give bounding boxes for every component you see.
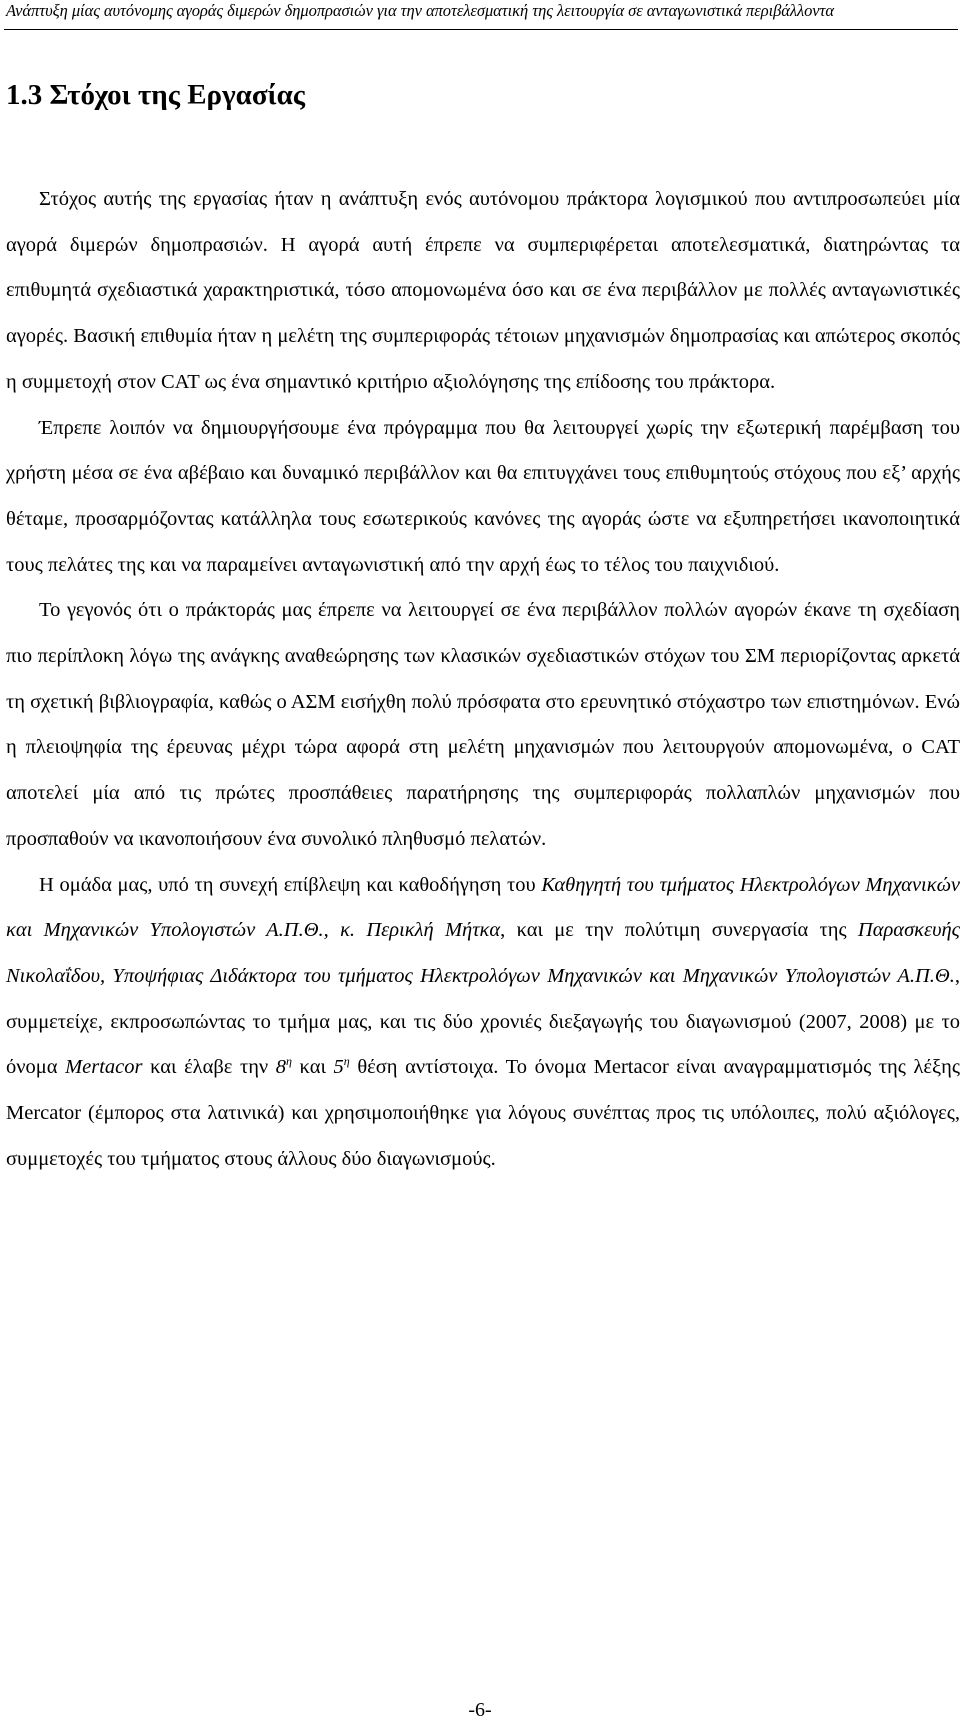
paragraph-4-text: , και με την πολύτιμη συνεργασία της bbox=[500, 919, 858, 942]
rank-2007: 8 bbox=[275, 1056, 287, 1079]
paragraph-3: Το γεγονός ότι ο πράκτοράς μας έπρεπε να λειτουργεί σε ένα περιβάλλον πολλών αγορών έκανε τη σχεδίαση πιο περίπλοκη λόγω της ανάγκης αναθεώρησης των κλασικών σχεδιαστικών στόχων του ΣΜ περιορίζοντας αρκετά τη σχετική βιβλιογραφία, καθώς ο ΑΣΜ εισήχθη πολύ πρόσφατα στο ερευνητικό στόχαστρο των επιστημόνων. Ενώ η πλειοψηφία της έρευνας μέχρι τώρα αφορά στη μελέτη μηχανισμών που λειτουργούν απομονωμένα, ο CAT αποτελεί μία από τις πρώτες προσπάθειες παρατήρησης της συμπεριφοράς πολλαπλών μηχανισμών που προσπαθούν να ικανοποιήσουν ένα συνολικό πληθυσμό πελατών. bbox=[6, 599, 960, 850]
page-number: -6- bbox=[468, 1699, 492, 1721]
paragraph-4 bbox=[6, 863, 960, 1183]
running-header: Ανάπτυξη μίας αυτόνομης αγοράς διμερών δημοπρασιών για την αποτελεσματική της λειτουργία σε ανταγωνιστικά περιβάλλοντα bbox=[6, 1, 835, 20]
paragraph-4-text: , συμμετείχε, εκπροσωπώντας το τμήμα μας, και τις δύο χρονιές διεξαγωγής του διαγωνισμού (2007, 2008) με το όνομα bbox=[6, 964, 960, 1079]
header-divider bbox=[4, 29, 958, 30]
collaborator-name: Παρασκευής Νικολαΐδου, Υποψήφιας Διδάκτορα του τμήματος Ηλεκτρολόγων Μηχανικών και Μηχανικών Υπολογιστών Α.Π.Θ. bbox=[6, 919, 960, 987]
paragraph-4-text: θέση αντίστοιχα. Το όνομα Mertacor είναι αναγραμματισμός της λέξης Mercator (έμπορος στα λατινικά) και χρησιμοποιήθηκε για λόγους συνέπτας προς τις υπόλοιπες, πολύ αξιόλογες, συμμετοχές του τμήματος στους άλλους δύο διαγωνισμούς. bbox=[6, 1056, 960, 1170]
paragraph-1: Στόχος αυτής της εργασίας ήταν η ανάπτυξη ενός αυτόνομου πράκτορα λογισμικού που αντιπροσωπεύει μία αγορά διμερών δημοπρασιών. Η αγορά αυτή έπρεπε να συμπεριφέρεται αποτελεσματικά, διατηρώντας τα επιθυμητά σχεδιαστικά χαρακτηριστικά, τόσο απομονωμένα όσο και σε ένα περιβάλλον με πολλές ανταγωνιστικές αγορές. Βασική επιθυμία ήταν η μελέτη της συμπεριφοράς τέτοιων μηχανισμών δημοπρασίας και απώτερος σκοπός η συμμετοχή στον CAT ως ένα σημαντικό κριτήριο αξιολόγησης της επίδοσης του πράκτορα. bbox=[6, 188, 960, 393]
paragraph-4-text: και έλαβε την bbox=[142, 1056, 276, 1079]
body-text bbox=[6, 177, 960, 1182]
agent-name: Mertacor bbox=[65, 1056, 143, 1079]
section-title: 1.3 Στόχοι της Εργασίας bbox=[6, 79, 306, 111]
paragraph-4-text: και bbox=[291, 1056, 334, 1079]
paragraph-4-text: Η ομάδα μας, υπό τη συνεχή επίβλεψη και καθοδήγηση του bbox=[39, 873, 542, 896]
supervisor-name: Καθηγητή του τμήματος Ηλεκτρολόγων Μηχανικών και Μηχανικών Υπολογιστών Α.Π.Θ., κ. Περικλή Μήτκα bbox=[6, 873, 960, 942]
ordinal-suffix: η bbox=[286, 1054, 292, 1069]
paragraph-2: Έπρεπε λοιπόν να δημιουργήσουμε ένα πρόγραμμα που θα λειτουργεί χωρίς την εξωτερική παρέμβαση του χρήστη μέσα σε ένα αβέβαιο και δυναμικό περιβάλλον και θα επιτυγχάνει τους επιθυμητούς στόχους που εξ’ αρχής θέταμε, προσαρμόζοντας κατάλληλα τους εσωτερικούς κανόνες της αγοράς ώστε να εξυπηρετήσει ικανοποιητικά τους πελάτες της και να παραμείνει ανταγωνιστική από την αρχή έως το τέλος του παιχνιδιού. bbox=[6, 416, 960, 576]
rank-2008: 5 bbox=[333, 1056, 344, 1079]
ordinal-suffix: η bbox=[343, 1054, 350, 1069]
